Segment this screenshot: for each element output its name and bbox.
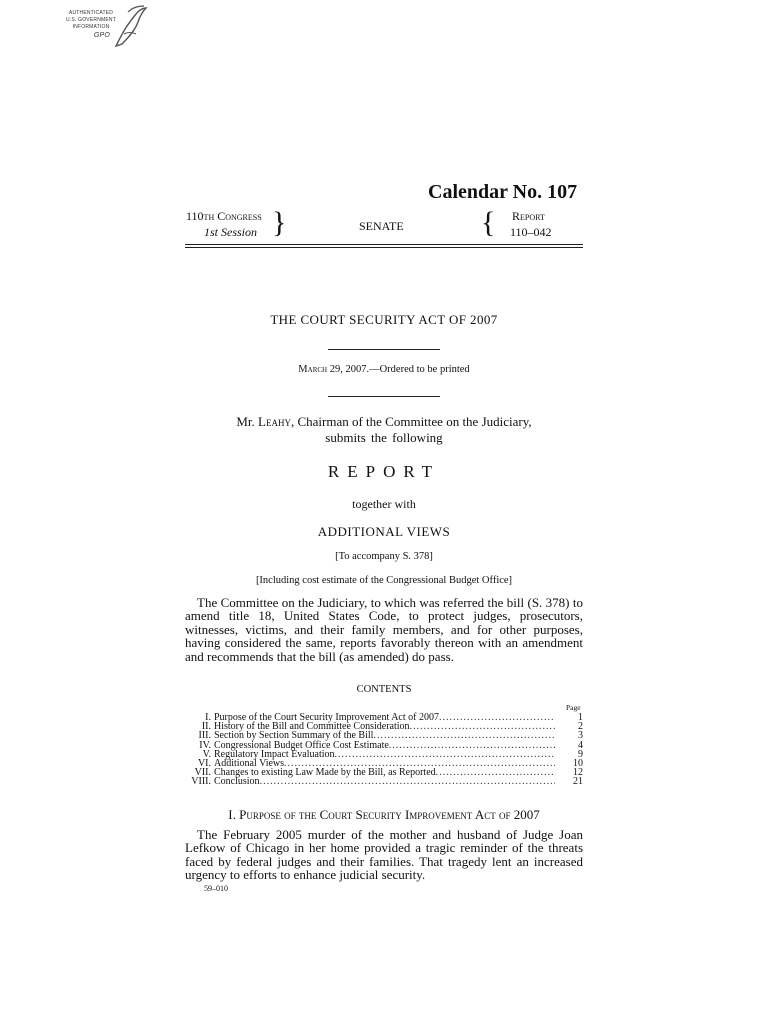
- intro-paragraph: The Committee on the Judiciary, to which was referred the bill (S. 378) to amend title 18, United States Code, to protect judges, prosecutors, witnesses, victims, and their family members, and for other purposes, having considered the same, reports favorably thereon with an amendment and recommends that the bill (as amended) do pass.: [185, 595, 583, 664]
- toc-entry-number: III.: [198, 730, 211, 742]
- date-rule: [328, 396, 440, 397]
- toc-leader-dots: [260, 777, 555, 786]
- seal-text-2: U.S. GOVERNMENT: [66, 17, 116, 23]
- right-brace-icon: }: [272, 206, 287, 239]
- toc-entry-page: 21: [573, 776, 583, 788]
- toc-entry-title: Conclusion: [214, 776, 260, 788]
- toc-entry-number: VI.: [197, 758, 211, 770]
- report-label: Report: [512, 209, 545, 223]
- toc-entry-number: VIII.: [191, 776, 211, 788]
- title-rule: [328, 349, 440, 350]
- eagle-icon: [112, 4, 148, 50]
- together-with-text: together with: [352, 497, 416, 511]
- additional-views-heading: ADDITIONAL VIEWS: [317, 524, 451, 539]
- report-number: 110–042: [510, 225, 552, 239]
- toc-entry-page: 10: [573, 758, 583, 770]
- submitter-block: [185, 414, 583, 446]
- toc-leader-dots: [439, 713, 555, 722]
- congress-label: 110th Congress: [186, 209, 262, 223]
- gpo-authentication-seal: [58, 4, 150, 52]
- toc-entry-page: 1: [578, 712, 583, 723]
- header-double-rule: [185, 244, 583, 248]
- left-brace-icon: {: [481, 206, 496, 239]
- seal-gpo-mark: GPO: [93, 32, 111, 39]
- report-heading: REPORT: [327, 462, 441, 481]
- submitter-line-1: [185, 414, 583, 430]
- submitter-prefix: Mr.: [236, 414, 259, 429]
- toc-entry-title: History of the Bill and Committee Consideration: [214, 721, 410, 733]
- congress-session-block: [186, 208, 262, 240]
- toc-entry-page: 2: [578, 721, 583, 733]
- body-paragraph: The February 2005 murder of the mother and husband of Judge Joan Lefkow of Chicago in her home provided a tragic reminder of the threats faced by federal judges and their families. That tragedy lent an increased urgency to efforts to enhance judicial security.: [185, 827, 583, 883]
- toc-entry-number: VII.: [194, 767, 211, 779]
- cost-estimate-note: [Including cost estimate of the Congressional Budget Office]: [255, 575, 513, 586]
- report-number-block: [510, 208, 552, 240]
- ordered-to-print-line: [185, 364, 583, 375]
- toc-entry-title: Purpose of the Court Security Improvement Act of 2007: [214, 712, 439, 723]
- toc-leader-dots: [389, 741, 555, 750]
- ordered-rest: 29, 2007.—Ordered to be printed: [327, 364, 470, 375]
- submitter-title: , Chairman of the Committee on the Judiciary,: [290, 414, 532, 429]
- session-label: 1st Session: [204, 225, 258, 239]
- toc-entry-page: 12: [573, 767, 583, 779]
- footer-code: 59–010: [204, 884, 228, 893]
- ordered-month: March: [298, 364, 328, 375]
- accompany-note: [To accompany S. 378]: [335, 551, 433, 562]
- calendar-number: Calendar No. 107: [428, 181, 578, 203]
- toc-entry-number: IV.: [199, 739, 211, 751]
- toc-leader-dots: [410, 722, 555, 731]
- submitter-line-2: submits the following: [325, 430, 443, 445]
- toc-entry-number: I.: [205, 712, 211, 723]
- toc-entry-title: Congressional Budget Office Cost Estimate: [214, 739, 389, 751]
- submitter-name: Leahy: [258, 414, 291, 429]
- toc-entry-number: II.: [201, 721, 211, 733]
- section-heading: [185, 807, 583, 823]
- toc-leader-dots: [335, 750, 555, 759]
- table-of-contents: [185, 713, 583, 787]
- section-heading-text: I. Purpose of the Court Security Improvement Act of 2007: [228, 807, 540, 822]
- seal-text-1: AUTHENTICATED: [68, 10, 114, 16]
- seal-text-3: INFORMATION: [72, 24, 110, 30]
- toc-leader-dots: [373, 731, 555, 740]
- toc-entry-number: V.: [202, 748, 211, 760]
- toc-entry-page: 9: [578, 748, 583, 760]
- toc-page-label: Page: [566, 703, 581, 712]
- toc-entry-title: Section by Section Summary of the Bill: [214, 730, 374, 742]
- toc-entry-page: 4: [578, 739, 583, 751]
- chamber-label: SENATE: [359, 219, 404, 233]
- toc-entry: [185, 777, 583, 786]
- act-title: THE COURT SECURITY ACT OF 2007: [270, 312, 498, 327]
- toc-entry-title: Changes to existing Law Made by the Bill, as Reported: [214, 767, 436, 779]
- toc-entry-title: Additional Views: [214, 758, 285, 770]
- toc-entry-title: Regulatory Impact Evaluation: [214, 748, 335, 760]
- contents-heading: CONTENTS: [356, 684, 412, 695]
- toc-leader-dots: [436, 768, 555, 777]
- toc-entry-page: 3: [578, 730, 583, 742]
